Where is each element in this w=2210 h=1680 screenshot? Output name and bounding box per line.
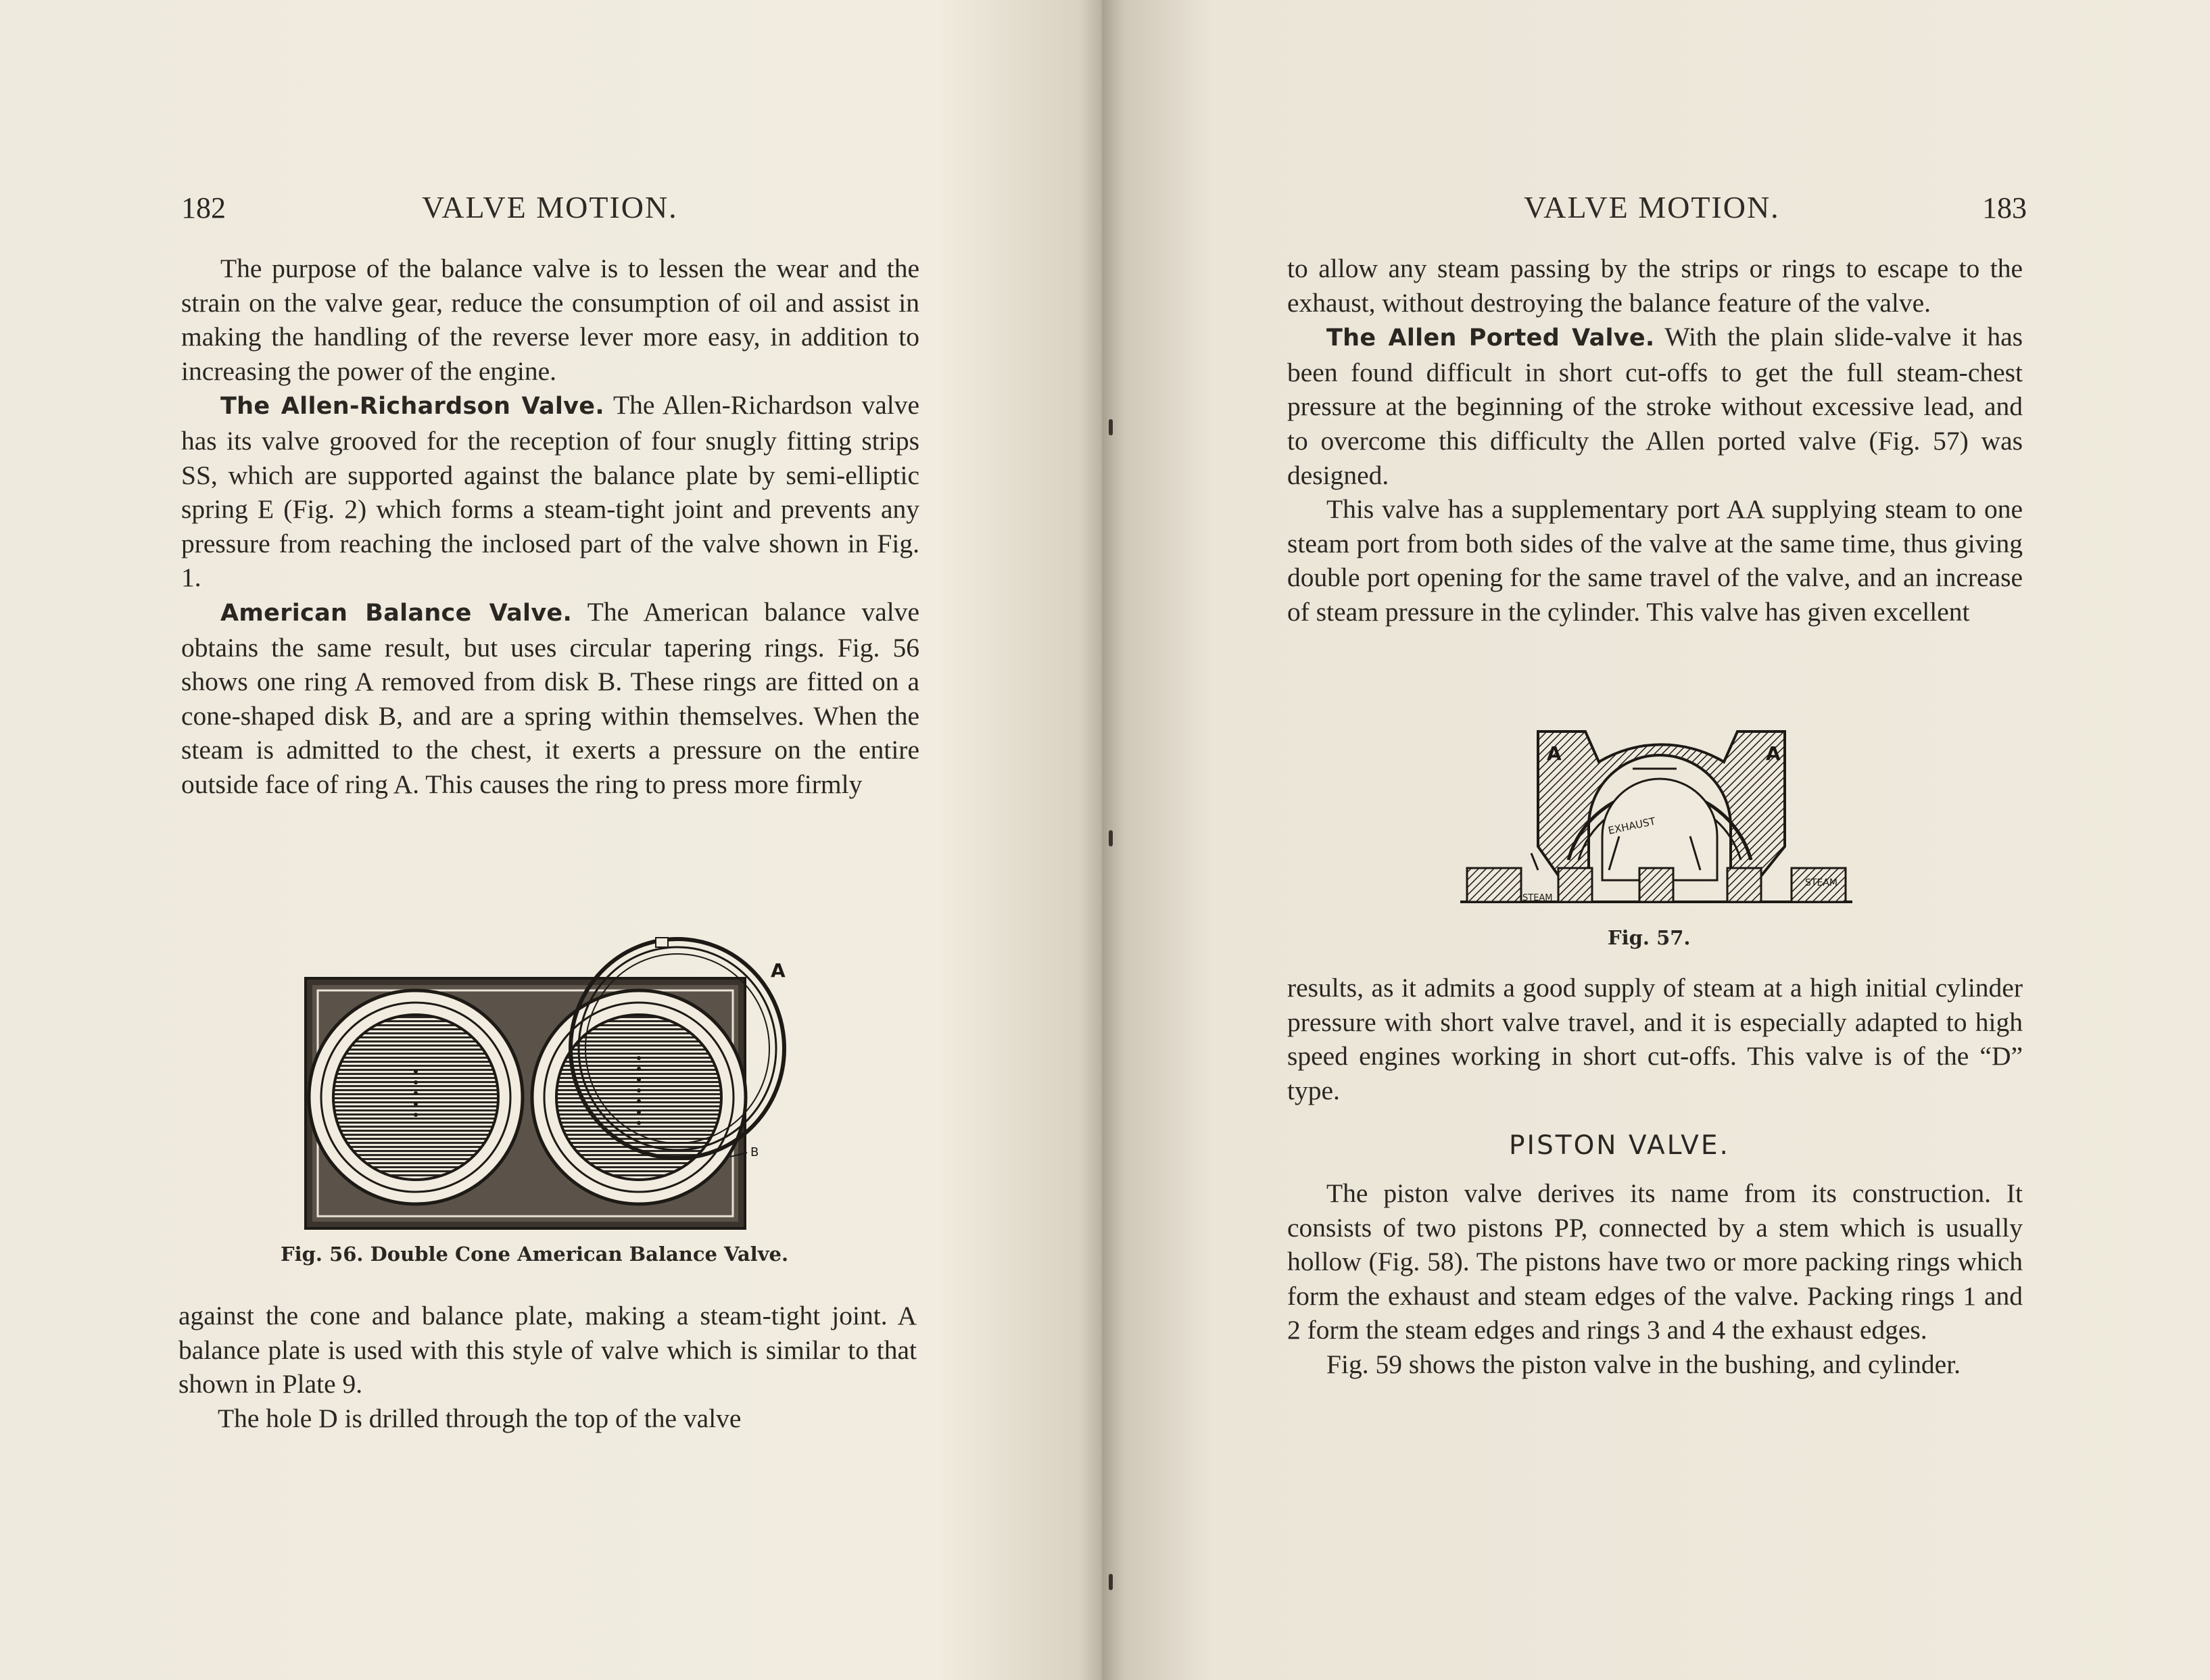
paragraph-text: The American balance valve obtains the same result, but uses circular tapering rings. Fig. 56 shows one ring A removed from disk B. These rings are fitted on a cone-shaped disk B, and are a spring within themselves. When the steam is admitted to the chest, it exerts a pressure on the entire outside face of ring A. This causes the ring to press more firmly	[181, 596, 919, 799]
runin-heading: The Allen Ported Valve.	[1326, 325, 1655, 352]
runin-heading: The Allen-Richardson Valve.	[220, 393, 604, 421]
left-running-head: VALVE MOTION.	[422, 190, 678, 224]
left-paragraph-4: against the cone and balance plate, making a steam-tight joint. A balance plate is used with this style of valve which is similar to that shown in Plate 9.	[178, 1301, 917, 1399]
right-text-bottom	[1287, 1176, 2023, 1382]
left-text-bottom	[178, 1299, 917, 1435]
left-paragraph-5: The hole D is drilled through the top of the valve	[218, 1403, 742, 1433]
section-title-piston-valve: PISTON VALVE.	[1509, 1130, 1730, 1161]
figure-56-balance-valve	[297, 923, 798, 1241]
left-paragraph-3	[181, 595, 919, 802]
figure-56-caption: Fig. 56. Double Cone American Balance Valve.	[281, 1243, 789, 1266]
figure-56-label-b: B	[750, 1145, 759, 1159]
figure-57-label-exhaust: EXHAUST	[1607, 815, 1657, 837]
paragraph-text: This valve has a supplementary port AA supplying steam to one steam port from both sides of the valve at the same time, thus giving double port opening for the same travel of the valve, and an increase of steam pressure in the cylinder. This valve has given excellent	[1287, 494, 2023, 627]
paragraph-text: to allow any steam passing by the strips or rings to escape to the exhaust, without destroying the balance feature of the valve.	[1287, 254, 2023, 318]
right-paragraph-1	[1287, 251, 2023, 320]
figure-57-caption: Fig. 57.	[1608, 926, 1691, 949]
left-text-top	[181, 251, 919, 802]
left-paragraph-2	[181, 388, 919, 595]
right-paragraph-4: results, as it admits a good supply of steam at a high initial cylinder pressure with short valve travel, and it is especially adapted to high speed engines working in short cut-offs. This valve is of the “D” type.	[1287, 973, 2023, 1105]
figure-57-label-steam-right: STEAM	[1805, 878, 1837, 888]
right-text-top	[1287, 251, 2023, 629]
left-page-number: 182	[181, 191, 226, 224]
paragraph-text: With the plain slide-valve it has been found difficult in short cut-offs to get the full steam-chest pressure at the beginning of the stroke without excessive lead, and to overcome this difficulty the Allen ported valve (Fig. 57) was designed.	[1287, 322, 2023, 490]
figure-57-allen-ported-valve	[1454, 725, 1859, 914]
left-paragraph-1	[181, 251, 919, 388]
gutter-mark	[1109, 419, 1113, 435]
figure-56-label-a: A	[771, 959, 786, 982]
paragraph-text: The Allen-Richardson valve has its valve grooved for the reception of four snugly fitting strips SS, which are supported against the balance plate by semi-elliptic spring E (Fig. 2) which forms a steam-tight joint and prevents any pressure from reaching the inclosed part of the valve shown in Fig. 1.	[181, 390, 919, 593]
right-page	[1102, 0, 2210, 1680]
paragraph-text: The purpose of the balance valve is to lessen the wear and the strain on the valve gear, reduce the consumption of oil and assist in making the handling of the reverse lever more easy, in addition to increasing the power of the engine.	[181, 254, 919, 386]
right-page-number: 183	[1982, 191, 2027, 224]
figure-57-label-a-right: A	[1766, 742, 1781, 765]
right-paragraph-3	[1287, 492, 2023, 629]
right-paragraph-2	[1287, 320, 2023, 492]
gutter-mark	[1109, 1574, 1113, 1590]
right-running-head: VALVE MOTION.	[1524, 190, 1780, 224]
runin-heading: American Balance Valve.	[220, 599, 573, 627]
right-paragraph-5: The piston valve derives its name from its construction. It consists of two pistons PP, connected by a stem which is usually hollow (Fig. 58). The pistons have two or more packing rings which form the exhaust and steam edges of the valve. Packing rings 1 and 2 form the steam edges and rings 3 and 4 the exhaust edges.	[1287, 1178, 2023, 1345]
figure-57-label-steam-left: STEAM	[1522, 893, 1553, 903]
right-paragraph-6: Fig. 59 shows the piston valve in the bushing, and cylinder.	[1326, 1349, 1961, 1379]
left-page	[0, 0, 1102, 1680]
gutter-mark	[1109, 830, 1113, 846]
right-text-middle	[1287, 971, 2023, 1107]
figure-57-label-a-left: A	[1547, 742, 1562, 765]
